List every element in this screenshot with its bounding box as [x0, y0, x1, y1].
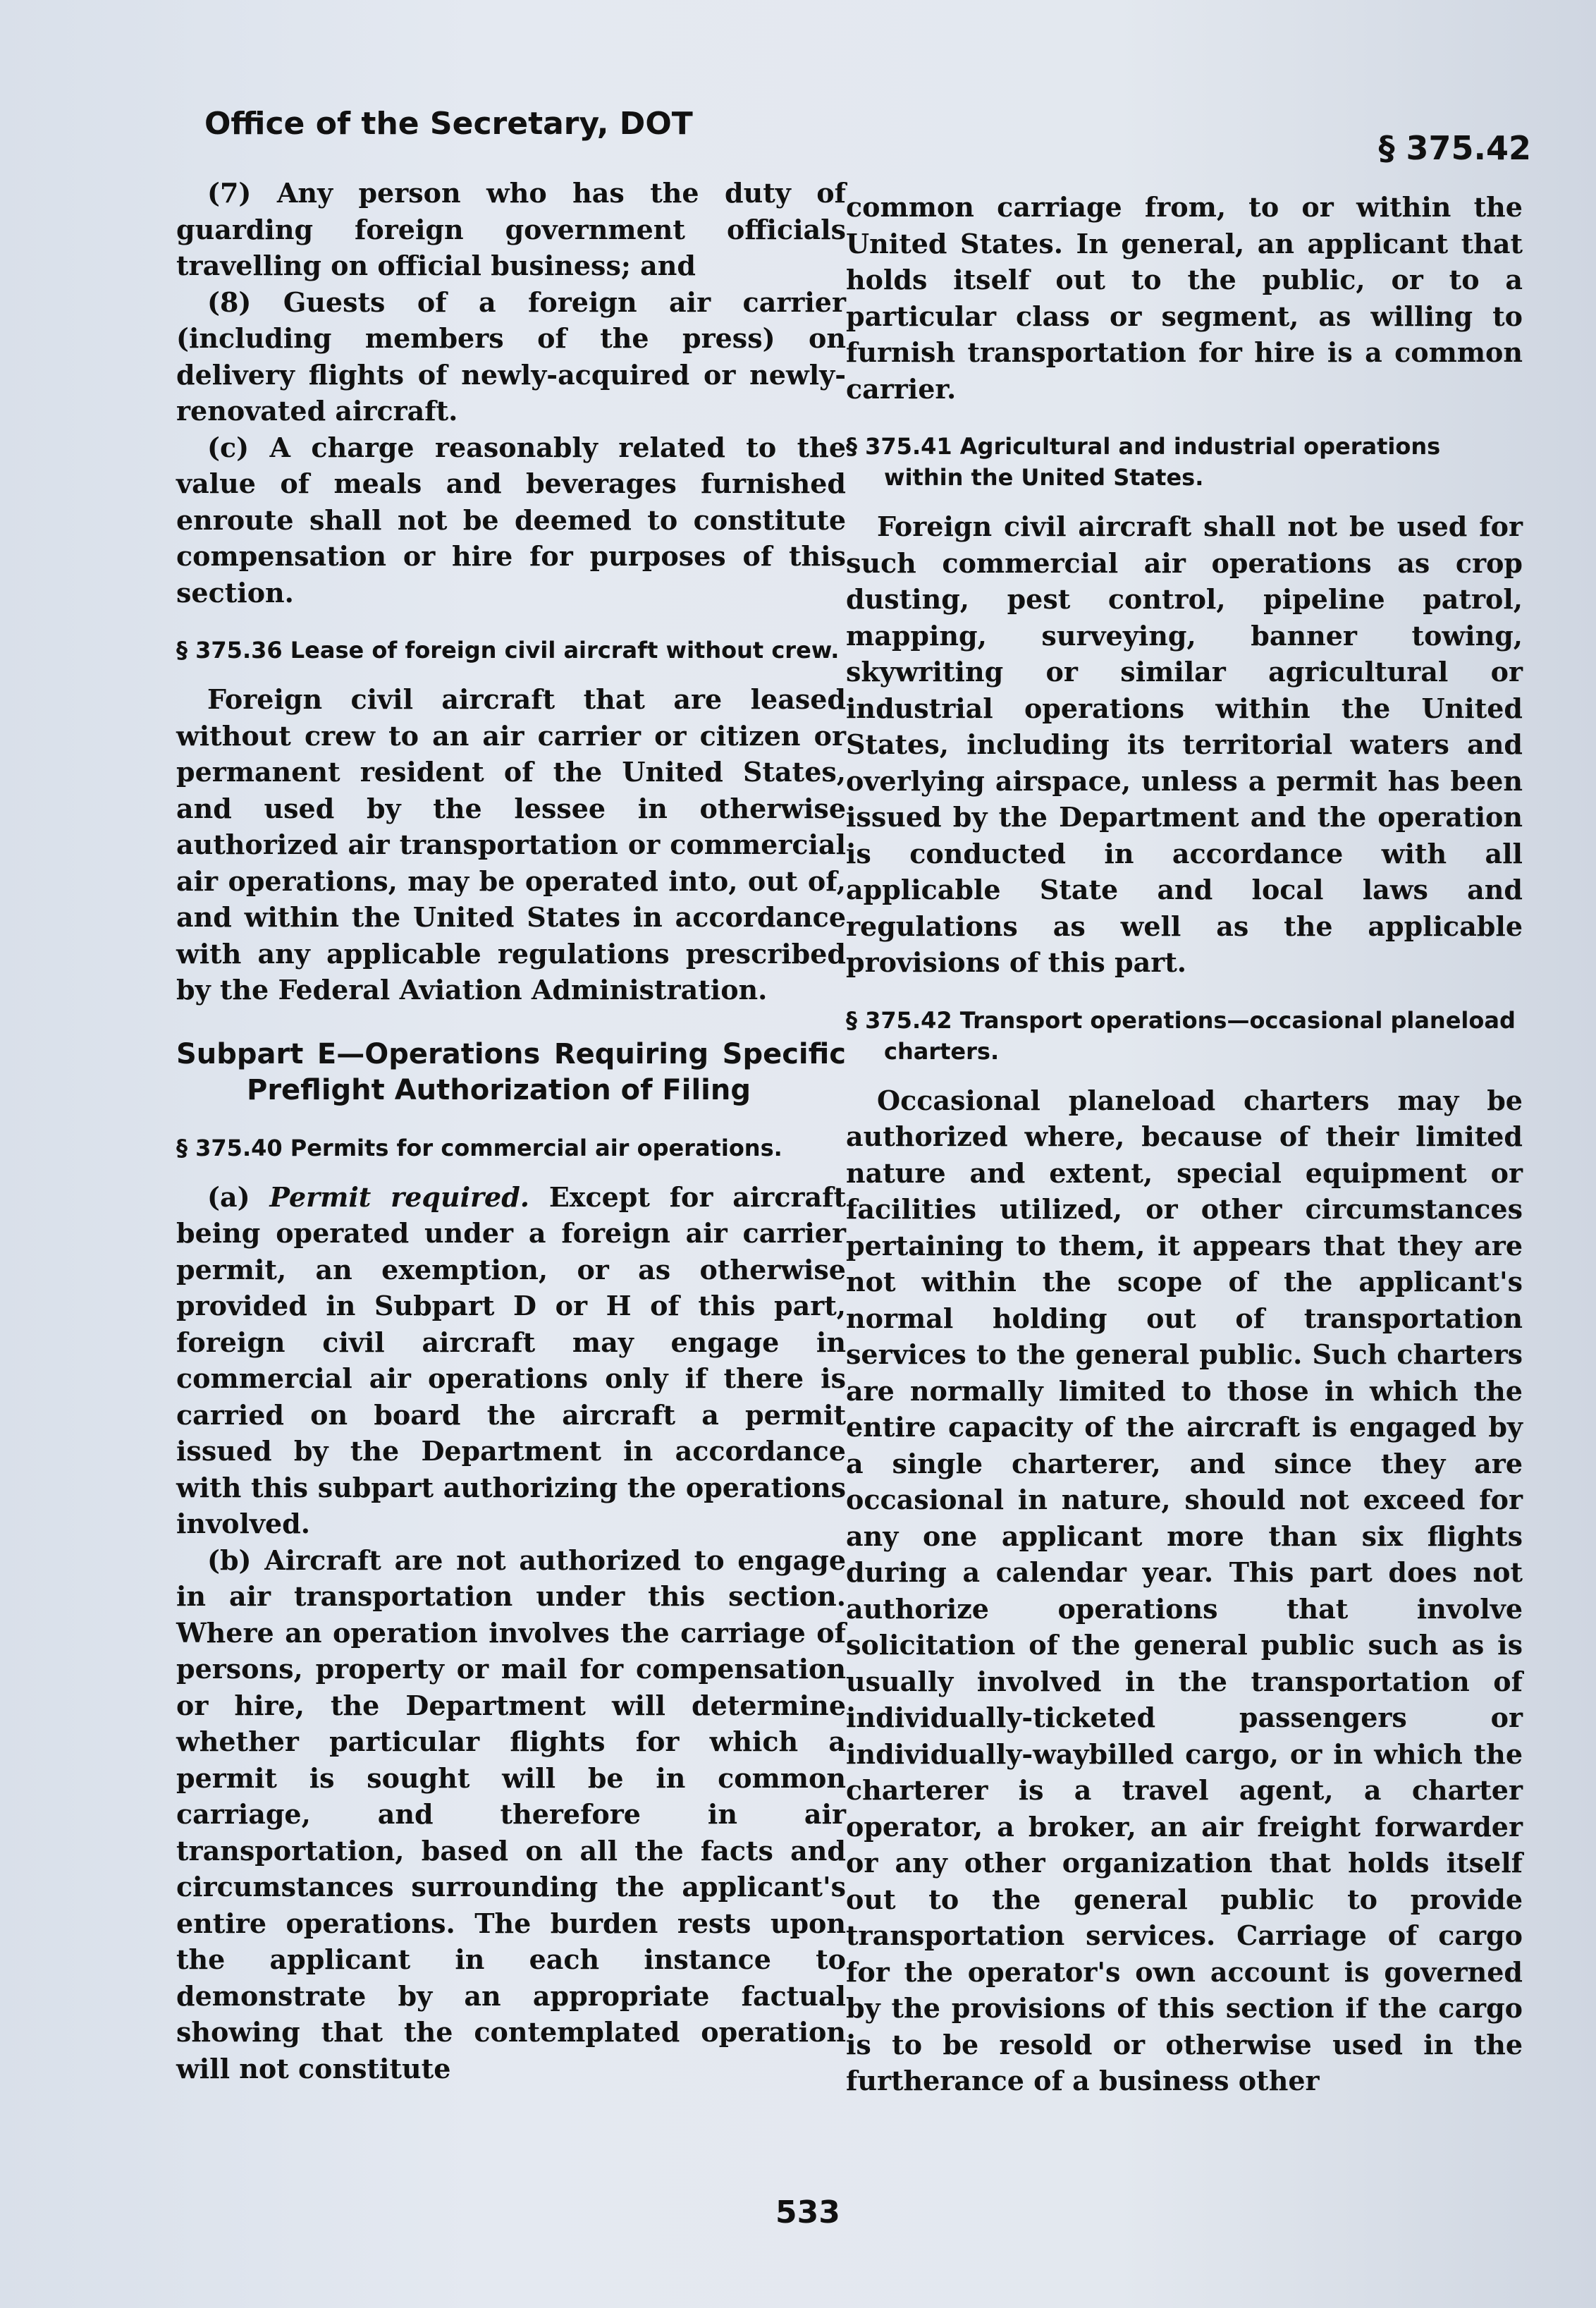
- running-header-agency: Office of the Secretary, DOT: [204, 106, 693, 142]
- section-heading-375-36: § 375.36 Lease of foreign civil aircraft without crew.: [176, 637, 840, 664]
- section-heading-375-42: § 375.42 Transport operations—occasional planeload charters.: [846, 1006, 1516, 1065]
- paragraph-c7: (7) Any person who has the duty of guarding foreign government officials travelling on official business; and: [176, 177, 846, 281]
- left-column: [176, 175, 846, 2087]
- subpart-heading: Subpart E—Operations Requiring Specific Preflight Authorization of Filing: [176, 1037, 846, 1106]
- paragraph-c8: (8) Guests of a foreign air carrier (including members of the press) on delivery flights of newly-acquired or newly-renovated aircraft.: [176, 286, 846, 427]
- paragraph-375-42: Occasional planeload charters may be authorized where, because of their limited nature and extent, special equipment or facilities utilized, or other circumstances pertaining to them, it appears that they are not within the scope of the applicant's normal holding out of transportation services to the general public. Such charters are normally limited to those in which the entire capacity of the aircraft is engaged by a single charterer, and since they are occasional in nature, should not exceed for any one applicant more than six flights during a calendar year. This part does not authorize operations that involve solicitation of the general public such as is usually involved in the transportation of individually-ticketed passengers or individually-waybilled cargo, or in which the charterer is a travel agent, a charter operator, a broker, an air freight forwarder or any other organization that holds itself out to the general public to provide transportation services. Carriage of cargo for the operator's own account is governed by the provisions of this section if the cargo is to be resold or otherwise used in the furtherance of a business other: [846, 1084, 1523, 2096]
- paragraph-c: (c) A charge reasonably related to the value of meals and beverages furnished enroute shall not be deemed to constitute compensation or hire for purposes of this section.: [176, 431, 846, 609]
- paragraph-375-41: Foreign civil aircraft shall not be used for such commercial air operations as crop dusting, pest control, pipeline patrol, mapping, surveying, banner towing, skywriting or similar agricultural or industrial operations within the United States, including its territorial waters and overlying airspace, unless a permit has been issued by the Department and the operation is conducted in accordance with all applicable State and local laws and regulations as well as the applicable provisions of this part.: [846, 511, 1523, 978]
- section-heading-375-40: § 375.40 Permits for commercial air operations.: [176, 1134, 782, 1161]
- paragraph-continued: common carriage from, to or within the United States. In general, an applicant that holds itself out to the public, or to a particular class or segment, as willing to furnish transportation for hire is a common carrier.: [846, 191, 1523, 405]
- paragraph-375-36: Foreign civil aircraft that are leased without crew to an air carrier or citizen or permanent resident of the United States, and used by the lessee in otherwise authorized air transportation or commercial air operations, may be operated into, out of, and within the United States in accordance with any applicable regulations prescribed by the Federal Aviation Administration.: [176, 683, 846, 1006]
- paragraph-a-italic-heading: Permit required.: [269, 1180, 530, 1213]
- paragraph-a-body: Except for aircraft being operated under a foreign air carrier permit, an exemption, or as otherwise provided in Subpart D or H of this part, foreign civil aircraft may engage in commercial air operations only if there is carried on board the aircraft a permit issued by the Department in accordance with this subpart authorizing the operations involved.: [176, 1180, 847, 1539]
- section-heading-375-41: § 375.41 Agricultural and industrial operations within the United States.: [846, 433, 1441, 491]
- paragraph-a-lead: (a): [207, 1180, 270, 1213]
- page-number: 533: [775, 2194, 840, 2230]
- running-header-section: § 375.42: [1378, 129, 1531, 167]
- right-column: [846, 189, 1523, 2099]
- paragraph-375-40-a: [176, 1179, 846, 1542]
- paragraph-375-40-b: (b) Aircraft are not authorized to engage in air transportation under this section. Where an operation involves the carriage of persons, property or mail for compensation or hire, the Department will determine whether particular flights for which a permit is sought will be in common carriage, and therefore in air transportation, based on all the facts and circumstances surrounding the applicant's entire operations. The burden rests upon the applicant in each instance to demonstrate by an appropriate factual showing that the contemplated operation will not constitute: [176, 1544, 846, 2084]
